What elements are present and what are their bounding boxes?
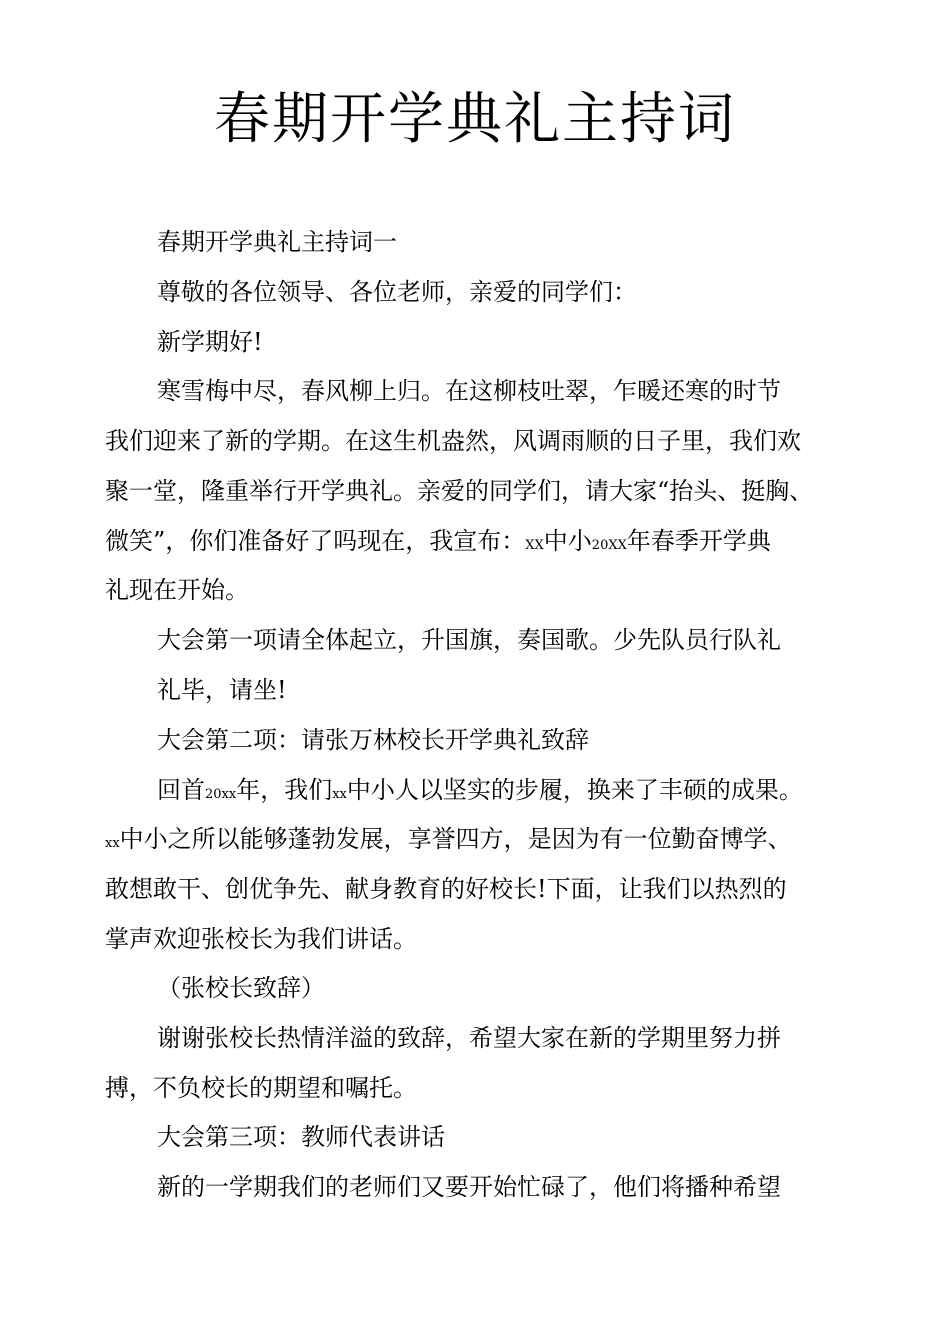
text-run: 中小人以坚实的步履，换来了丰硕的成果。 bbox=[346, 776, 803, 804]
text-run: 年春季开学典 bbox=[626, 527, 771, 555]
text-run: 年，我们 bbox=[236, 776, 333, 804]
paragraph-line: 新学期好! bbox=[157, 328, 263, 356]
text-run-small: 20XX bbox=[591, 538, 627, 553]
paragraph-line: （张校长致辞） bbox=[157, 974, 325, 1002]
paragraph-line: 我们迎来了新的学期。在这生机盎然，风调雨顺的日子里，我们欢 bbox=[105, 427, 801, 455]
text-run-small: 20xx bbox=[205, 787, 237, 802]
document-title: 春期开学典礼主持词 bbox=[214, 87, 736, 152]
paragraph-line: 春期开学典礼主持词一 bbox=[157, 228, 397, 256]
text-run-small: xx bbox=[332, 787, 347, 802]
paragraph-line: 谢谢张校长热情洋溢的致辞，希望大家在新的学期里努力拼 bbox=[157, 1024, 781, 1052]
paragraph-line: 新的一学期我们的老师们又要开始忙碌了，他们将播种希望 bbox=[157, 1173, 781, 1201]
text-run-small: xx bbox=[105, 836, 120, 851]
paragraph-line bbox=[105, 819, 792, 859]
paragraph-line: 搏，不负校长的期望和嘱托。 bbox=[105, 1074, 417, 1102]
paragraph-line bbox=[105, 521, 771, 561]
paragraph-line: 礼现在开始。 bbox=[105, 576, 249, 604]
text-run: 回首 bbox=[157, 776, 205, 804]
paragraph-line: 掌声欢迎张校长为我们讲话。 bbox=[105, 925, 417, 953]
text-run: 中小 bbox=[543, 527, 592, 555]
paragraph-line bbox=[157, 770, 803, 810]
text-run: 中小之所以能够蓬勃发展，享誉四方，是因为有一位勤奋博学、 bbox=[119, 825, 792, 853]
paragraph-line: 大会第一项请全体起立，升国旗，奏国歌。少先队员行队礼 bbox=[157, 626, 781, 654]
text-run: 微笑”，你们准备好了吗现在，我宣布： bbox=[105, 527, 526, 555]
paragraph-line: 敢想敢干、创优争先、献身教育的好校长!下面，让我们以热烈的 bbox=[105, 875, 787, 903]
paragraph-line: 聚一堂，隆重举行开学典礼。亲爱的同学们，请大家“抬头、挺胸、 bbox=[105, 477, 814, 505]
paragraph-line: 礼毕，请坐! bbox=[157, 676, 287, 704]
paragraph-line: 尊敬的各位领导、各位老师，亲爱的同学们： bbox=[157, 278, 637, 306]
paragraph-line: 大会第二项：请张万林校长开学典礼致辞 bbox=[157, 726, 589, 754]
paragraph-line: 大会第三项：教师代表讲话 bbox=[157, 1123, 445, 1151]
paragraph-line: 寒雪梅中尽，春风柳上归。在这柳枝吐翠，乍暖还寒的时节 bbox=[157, 377, 781, 405]
text-run-small: XX bbox=[525, 538, 544, 553]
